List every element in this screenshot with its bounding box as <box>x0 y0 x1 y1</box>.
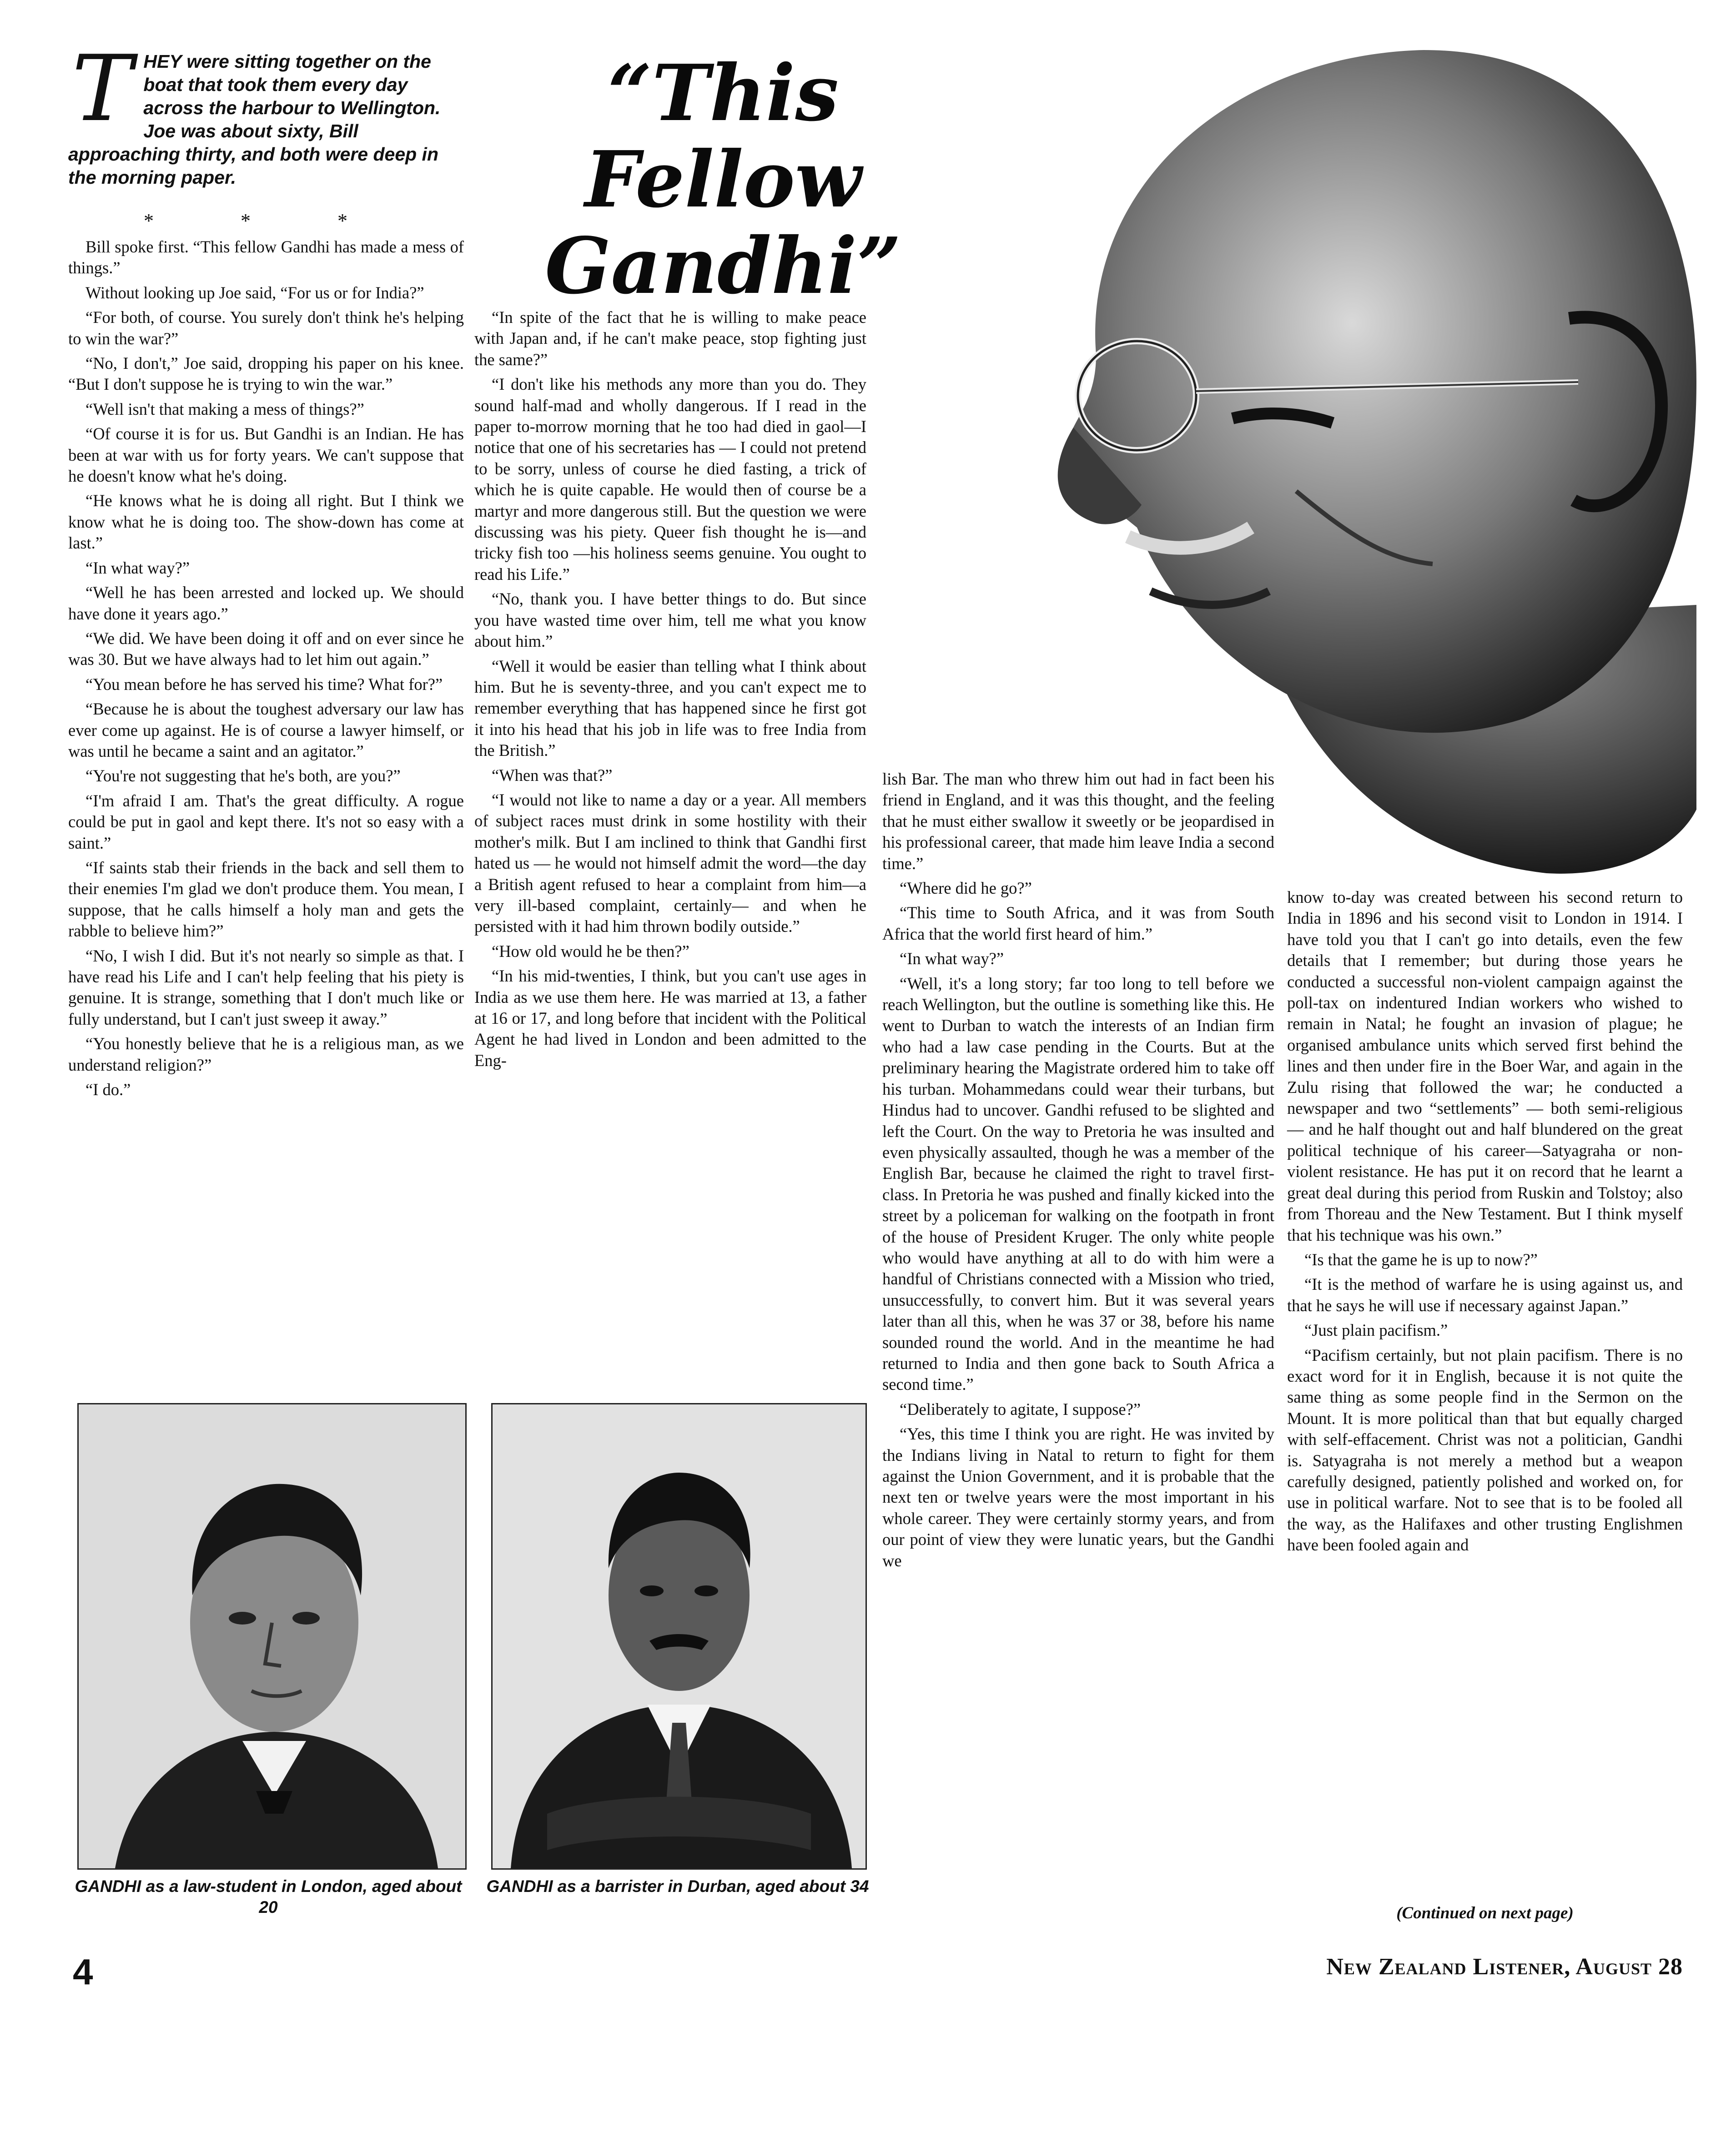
headline <box>514 48 932 312</box>
paragraph: “Well it would be easier than telling what I think about him. But he is seventy-three, and you can't expect me to remember everything that has happened since he first got it into his head that his job in life was to free India from the British.” <box>474 656 866 760</box>
page-number: 4 <box>73 1952 93 1992</box>
paragraph: lish Bar. The man who threw him out had in fact been his friend in England, and it was this thought, and the feeling that he must either swallow it sweetly or be jeopardised in his professional career, that made him leave India a second time.” <box>882 770 1274 873</box>
masthead-footer: New Zealand Listener, August 28 <box>1326 1954 1683 1980</box>
paragraph: “Because he is about the toughest adversary our law has ever come up against. He is of course a lawyer himself, or was until he became a saint and an agitator.” <box>68 699 464 760</box>
paragraph: “When was that?” <box>492 765 613 785</box>
article-column-1 <box>68 236 464 1392</box>
paragraph: “Well, it's a long story; far too long to tell before we reach Wellington, but the outline is something like this. He went to Durban to watch the interests of an Indian firm who had a law case pending in the Courts. But at the preliminary hearing the Magistrate ordered him to take off his turban. Mohammedans could wear their turbans, but Hindus had to uncover. Gandhi refused to be slighted and left the Court. On the way to Pretoria he was insulted and even physically assaulted, though he was a member of the English Bar, because he claimed the right to travel first-class. In Pretoria he was pushed and finally kicked into the street by a policeman for walking on the footpath in front of the house of President Kruger. The only white people who would have anything at all to do with him were a handful of Christians connected with a Mission who tried, unsuccessfully, to convert him. But it was several years later than all this, when he was 37 or 38, before his name sounded round the world. And in the meantime he had returned to India and then gone back to South Africa a second time.” <box>882 974 1274 1394</box>
article-column-3 <box>882 769 1274 1933</box>
paragraph: “In his mid-twenties, I think, but you can't use ages in India as we use them here. He was married at 13, a father at 16 or 17, and long before that incident with the Political Agent he had lived in London and been admitted to the Eng- <box>474 966 866 1070</box>
paragraph: Without looking up Joe said, “For us or for India?” <box>86 283 424 302</box>
continued-note: (Continued on next page) <box>1396 1904 1574 1922</box>
paragraph: “Where did he go?” <box>900 879 1032 898</box>
paragraph: “Well he has been arrested and locked up. We should have done it years ago.” <box>68 583 464 623</box>
intro-paragraph <box>68 36 464 189</box>
paragraph: “You honestly believe that he is a religious man, as we understand religion?” <box>68 1034 464 1074</box>
paragraph: “Yes, this time I think you are right. He was invited by the Indians living in Natal to return to fight for them against the Union Government, and it is probable that the next ten or twelve years were the most important in his whole career. They were certainly stormy years, and from our point of view they were lunatic years, but the Gandhi we <box>882 1424 1274 1570</box>
paragraph: “Of course it is for us. But Gandhi is an Indian. He has been at war with us for forty years. We can't suppose that he doesn't know what he's doing. <box>68 424 464 486</box>
photo-barrister <box>491 1403 867 1870</box>
paragraph: “You mean before he has served his time? What for?” <box>86 674 443 694</box>
paragraph: “Just plain pacifism.” <box>1304 1321 1448 1340</box>
paragraph: Bill spoke first. “This fellow Gandhi has made a mess of things.” <box>68 237 464 277</box>
paragraph: “Well isn't that making a mess of things?” <box>86 399 364 418</box>
paragraph: “I don't like his methods any more than you do. They sound half-mad and wholly dangerous. If I read in the paper to-morrow morning that he too had died in gaol—I notice that one of his secretaries has — I could not pretend to be sorry, unless of course he died fasting, a trick of which he is quite capable. He would then of course be a martyr and more dangerous still. But the question we were discussing was his piety. Queer fish thought he is—and tricky fish too —his holiness seems genuine. You ought to read his Life.” <box>474 375 866 584</box>
paragraph: “How old would he be then?” <box>492 941 689 961</box>
paragraph: “I do.” <box>86 1080 131 1099</box>
caption-photo-2: GANDHI as a barrister in Durban, aged about 34 <box>486 1877 869 1896</box>
section-break-stars: * * * <box>144 210 388 232</box>
headline-line-1: “This <box>607 48 839 139</box>
paragraph: “If saints stab their friends in the back and sell them to their enemies I'm glad we don't produce them. You mean, I suppose, that he calls himself a holy man and gets the rabble to believe him?” <box>68 858 464 941</box>
paragraph: “Is that the game he is up to now?” <box>1304 1250 1538 1269</box>
paragraph: “In what way?” <box>900 949 1004 968</box>
paragraph: “In what way?” <box>86 558 190 577</box>
paragraph: “You're not suggesting that he's both, are you?” <box>86 766 401 785</box>
article-column-2 <box>474 307 866 1394</box>
caption-photo-1: GANDHI as a law-student in London, aged about 20 <box>75 1877 462 1917</box>
paragraph: “No, I wish I did. But it's not nearly so simple as that. I have read his Life and I can't help feeling that his piety is genuine. It is strange, something that I don't much like or fully understand, but I can't just sweep it away.” <box>68 946 464 1028</box>
paragraph: “Deliberately to agitate, I suppose?” <box>900 1399 1141 1419</box>
intro-text: HEY were sitting together on the boat that took them every day across the harbour to Wellington. Joe was about sixty, Bill approaching thirty, and both were deep in the morning paper. <box>68 51 441 188</box>
paragraph: “This time to South Africa, and it was from South Africa that the world first heard of him.” <box>882 903 1274 943</box>
paragraph: “No, I don't,” Joe said, dropping his paper on his knee. “But I don't suppose he is trying to win the war.” <box>68 354 464 394</box>
photo-law-student <box>77 1403 467 1870</box>
paragraph: know to-day was created between his second return to India in 1896 and his second visit to London in 1914. I have told you that I can't go into details, even the few details that I remember; but during those years he conducted a successful non-violent campaign against the poll-tax on indentured Indian workers who wished to remain in Natal; he fought an invasion of plague; he organised ambulance units which served first behind the lines and then under fire in the Boer War, and again in the Zulu rising that followed the war; he conducted a newspaper and two “settlements” — both semi-religious — and he half thought out and half blundered on the great political technique of his career—Satyagraha or non-violent resistance. He has put it on record that he learnt a great deal during this period from Ruskin and Tolstoy; also from Thoreau and the New Testament. But I think myself that his technique was his own.” <box>1287 888 1683 1244</box>
paragraph: “I would not like to name a day or a year. All members of subject races must drink in some hostility with their mother's milk. But I am inclined to think that Gandhi first hated us — he would not himself admit the word—the day a British agent refused to hear a complaint from him—a very ill-based complaint, certainly— and when he persisted with it had him thrown bodily outside.” <box>474 790 866 936</box>
paragraph: “I'm afraid I am. That's the great difficulty. A rogue could be put in gaol and kept there. It's not so easy with a saint.” <box>68 791 464 852</box>
headline-line-3: Gandhi” <box>545 221 901 312</box>
paragraph: “It is the method of warfare he is using against us, and that he says he will use if necessary against Japan.” <box>1287 1275 1683 1315</box>
drop-cap: T <box>72 36 133 142</box>
paragraph: “No, thank you. I have better things to do. But since you have wasted time over him, tell me what you know about him.” <box>474 589 866 651</box>
paragraph: “For both, of course. You surely don't think he's helping to win the war?” <box>68 308 464 348</box>
paragraph: “In spite of the fact that he is willing to make peace with Japan and, if he can't make peace, stop fighting just the same?” <box>474 308 866 369</box>
article-column-4 <box>1287 887 1683 1901</box>
paragraph: “He knows what he is doing all right. But I think we know what he is doing too. The show-down has come at last.” <box>68 491 464 553</box>
headline-line-2: Fellow <box>584 134 862 225</box>
paragraph: “Pacifism certainly, but not plain pacifism. There is no exact word for it in English, because it is not quite the same thing as some people find in the Sermon on the Mount. It is more political than that but equally charged with self-effacement. Christ was not a politician, Gandhi is. Satyagraha is not merely a method but a weapon carefully designed, patiently polished and worked on, for use in political warfare. Not to see that is to be fooled all the way, as the Halifaxes and other trusting Englishmen have been fooled again and <box>1287 1345 1683 1554</box>
gandhi-portrait-photo <box>978 36 1706 891</box>
paragraph: “We did. We have been doing it off and on ever since he was 30. But we have always had to let him out again.” <box>68 629 464 669</box>
